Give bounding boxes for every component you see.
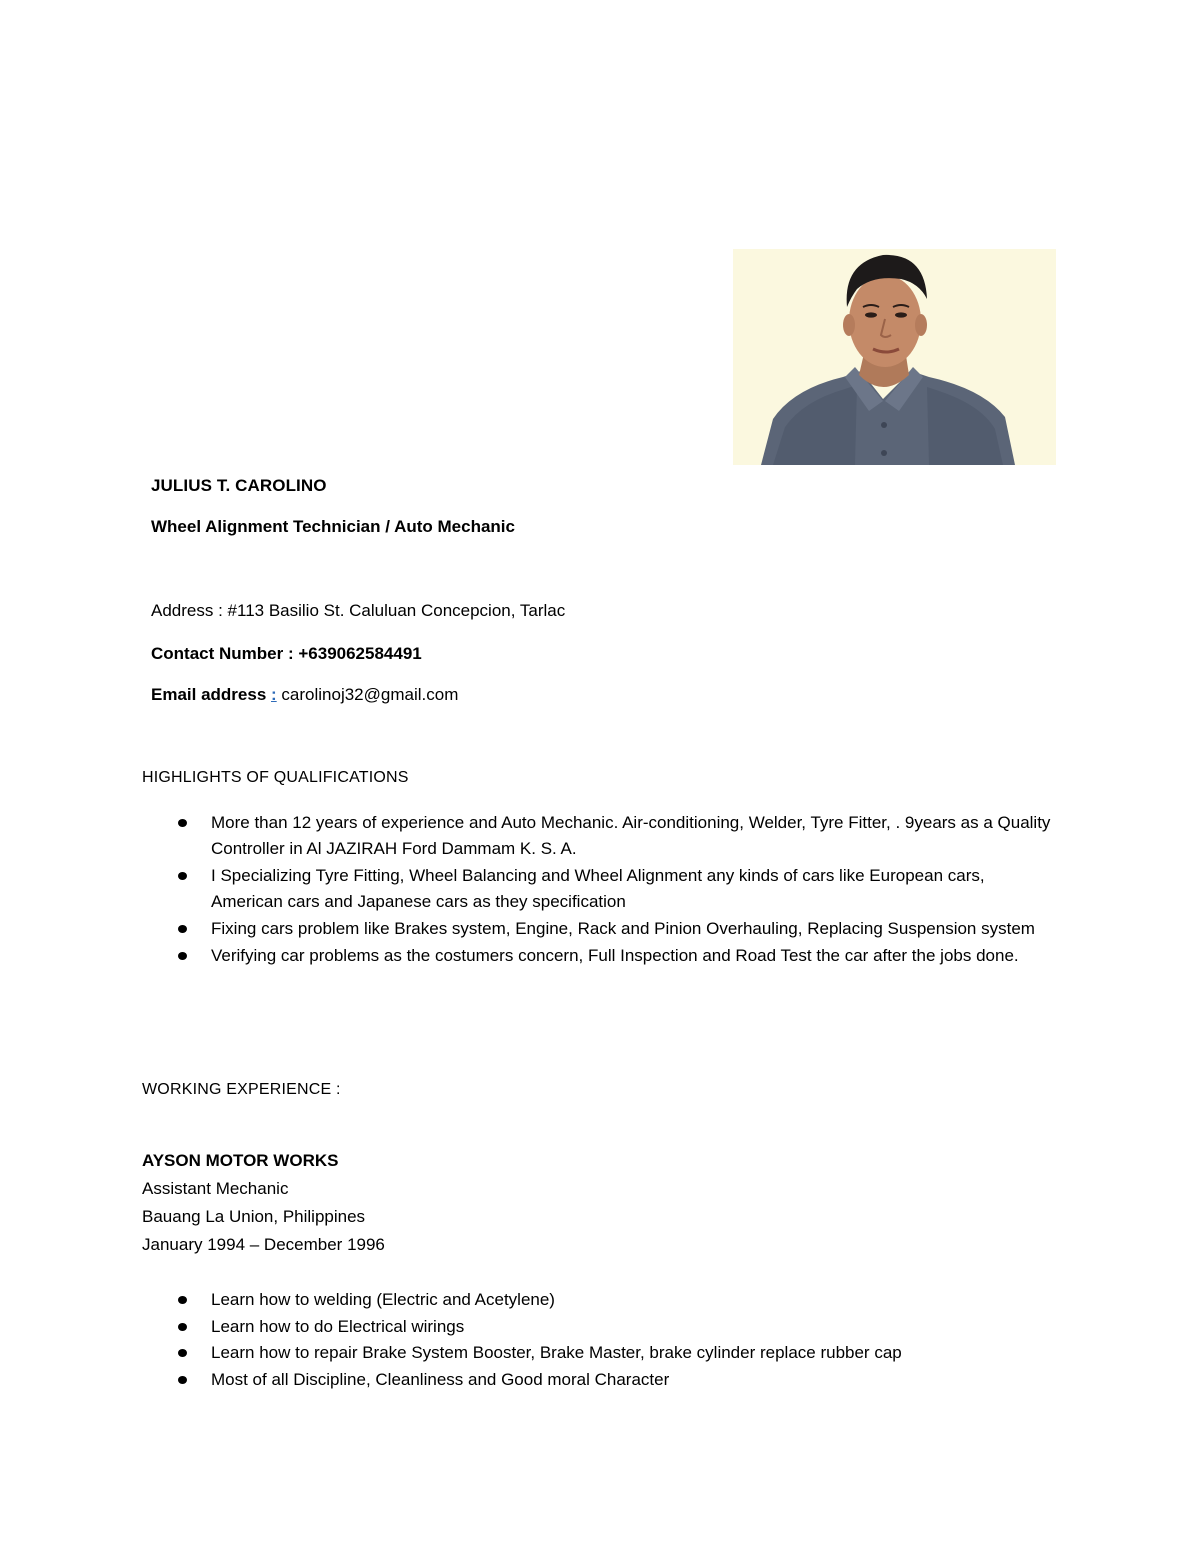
- profile-photo: [733, 249, 1056, 465]
- email-label: Email address: [151, 685, 267, 704]
- list-item: [0, 863, 1051, 915]
- duty-text: Learn how to do Electrical wirings: [211, 1316, 465, 1336]
- bullet-icon: [178, 1323, 187, 1331]
- duty-text: Learn how to welding (Electric and Acetylene): [211, 1290, 555, 1309]
- address-value: #113 Basilio St. Caluluan Concepcion, Tarlac: [227, 601, 566, 620]
- list-item: [0, 810, 1051, 862]
- bullet-icon: [178, 925, 187, 933]
- bullet-icon: [178, 1376, 187, 1384]
- contact-number-value: +639062584491: [298, 644, 422, 663]
- bullet-icon: [178, 819, 187, 827]
- qualifications-heading: HIGHLIGHTS OF QUALIFICATIONS: [142, 769, 409, 786]
- working-experience-heading: WORKING EXPERIENCE :: [142, 1081, 341, 1098]
- qualification-text: Verifying car problems as the costumers concern, Full Inspection and Road Test the car after the jobs done.: [211, 946, 1019, 965]
- list-item: [0, 1340, 1051, 1366]
- candidate-title: Wheel Alignment Technician / Auto Mechanic: [151, 517, 515, 536]
- contact-number-line: [151, 644, 422, 664]
- bullet-icon: [178, 952, 187, 960]
- address-line: [151, 601, 565, 621]
- email-line: [151, 685, 458, 705]
- employer-name: AYSON MOTOR WORKS: [142, 1151, 339, 1170]
- employer-role: Assistant Mechanic: [142, 1179, 289, 1198]
- employer-location: Bauang La Union, Philippines: [142, 1207, 366, 1226]
- bullet-icon: [178, 872, 187, 880]
- duty-text: Learn how to repair Brake System Booster, Brake Master, brake cylinder replace rubber cap: [211, 1343, 902, 1362]
- bullet-icon: [178, 1296, 187, 1304]
- contact-number-label: Contact Number :: [151, 644, 294, 663]
- bullet-icon: [178, 1349, 187, 1357]
- candidate-name: JULIUS T. CAROLINO: [151, 476, 327, 495]
- qualifications-list: [0, 810, 1051, 970]
- list-item: [0, 943, 1051, 969]
- list-item: [0, 916, 1051, 942]
- email-separator-link[interactable]: :: [271, 685, 277, 704]
- qualification-text: More than 12 years of experience and Auto Mechanic. Air-conditioning, Welder, Tyre Fitter, . 9years as a Quality Controller in Al JAZIRAH Ford Dammam K. S. A.: [211, 813, 1051, 858]
- email-value: carolinoj32@gmail.com: [281, 685, 459, 704]
- duty-text: Most of all Discipline, Cleanliness and Good moral Character: [211, 1369, 670, 1389]
- employer-dates: January 1994 – December 1996: [142, 1235, 385, 1254]
- qualification-text: Fixing cars problem like Brakes system, Engine, Rack and Pinion Overhauling, Replacing Suspension system: [211, 919, 1035, 938]
- qualification-text: I Specializing Tyre Fitting, Wheel Balancing and Wheel Alignment any kinds of cars like European cars, American cars and Japanese cars as they specification: [211, 866, 985, 911]
- list-item: [0, 1367, 1051, 1393]
- list-item: [0, 1287, 1051, 1313]
- list-item: [0, 1314, 1051, 1340]
- address-label: Address :: [151, 601, 223, 620]
- duties-list: [0, 1287, 1051, 1393]
